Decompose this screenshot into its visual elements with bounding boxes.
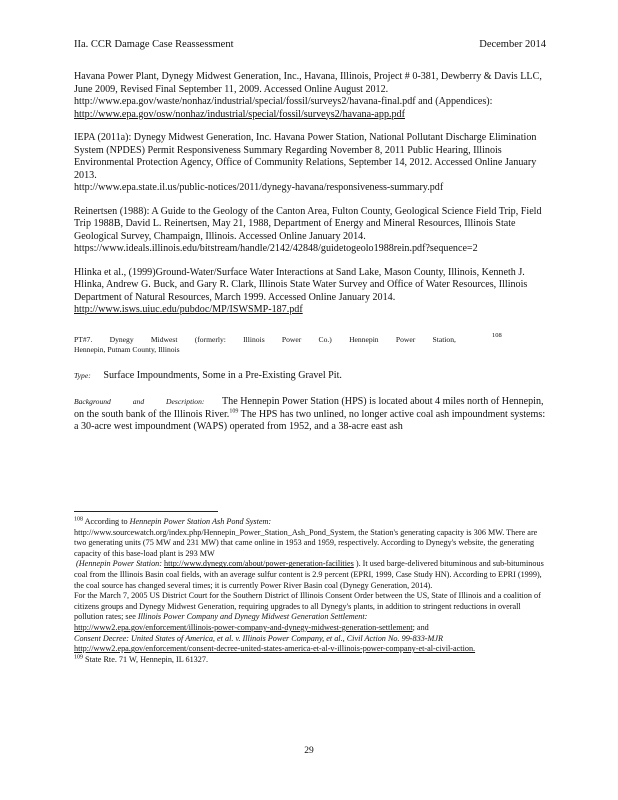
background-text-1: The Hennepin Power Station (HPS) is located about 4 miles north of Hennepin, on the south bank of the Illinois River.	[74, 396, 544, 420]
pt-heading-word: Power	[395, 334, 416, 344]
reference-url-line	[74, 96, 549, 109]
footnote-108	[74, 517, 546, 528]
reference-text: IEPA (2011a): Dynegy Midwest Generation, Inc. Havana Power Station, National Pollutant Discharge Elimination System (NPDES) Permit Responsiveness Summary Regarding November 8, 2011 Public Hearing, Illinois Environmental Protection Agency, Office of Community Relations, September 14, 2012. Accessed Online January 2013.	[74, 132, 537, 181]
header-date: December 2014	[479, 39, 546, 50]
footnote-link[interactable]: http://www2.epa.gov/enforcement/consent-decree-united-states-america-et-al-v-illinois-power-company-et-al-civil-action.	[74, 644, 476, 654]
footnote-link[interactable]: http://www2.epa.gov/enforcement/illinois-power-company-and-dynegy-midwest-generation-settlement	[74, 622, 413, 632]
footnote-text: ; and	[412, 622, 429, 632]
footnote-text: For the March 7, 2005 US District Court for the Southern District of Illinois Consent Order between the US, State of Illinois and a coalition of citizens groups and Dynegy Midwest Generation, requiring upgrades to all Dynegy's plants, in addition to stringent reductions in overall pollution rates; see	[74, 591, 541, 622]
type-line	[74, 370, 549, 383]
reference-link[interactable]: http://www.isws.uiuc.edu/pubdoc/MP/ISWSMP-187.pdf	[74, 304, 303, 315]
reference-text: Hlinka et al., (1999)Ground-Water/Surface Water Interactions at Sand Lake, Mason County, Illinois, Kenneth J. Hlinka, Andrew G. Buck, and Gary R. Clark, Illinois State Water Survey and Office of Water Resources, Illinois Department of Natural Resources, March 1999. Accessed Online January 2014.	[74, 266, 528, 303]
background-text-2: The HPS has two unlined, no longer active coal ash impoundment systems: a 30-acre west impoundment (WAPS) operated from 1952, and a 38-acre east ash	[74, 408, 546, 432]
background-label: Background and Description:	[74, 397, 205, 406]
main-text	[74, 71, 549, 434]
pt-heading-word: Power	[281, 334, 302, 344]
reference-hlinka	[74, 267, 549, 317]
footnotes	[74, 517, 546, 665]
footnote-number: 108	[74, 516, 83, 523]
reference-reinertsen	[74, 206, 549, 256]
pt-heading-word: PT#7.	[74, 334, 93, 344]
footnote-text: Illinois Power Company and Dynegy Midwest Generation Settlement:	[137, 612, 368, 622]
footnote-line	[74, 591, 546, 623]
pt-heading-word: (formerly:	[194, 334, 226, 344]
type-text: Surface Impoundments, Some in a Pre-Existing Gravel Pit.	[103, 369, 342, 381]
footnote-text: State Rte. 71 W, Hennepin, IL 61327.	[83, 654, 208, 664]
footnote-109	[74, 655, 546, 666]
footnote-text: According to	[83, 517, 130, 526]
footnote-line	[74, 623, 546, 634]
pt-heading-line	[74, 335, 456, 345]
footnote-number: 109	[74, 653, 83, 660]
pt-heading-word: Station,	[432, 334, 456, 344]
reference-iepa	[74, 132, 549, 195]
pt-heading-word: Hennepin	[349, 334, 379, 344]
header-section-title: IIa. CCR Damage Case Reassessment	[74, 39, 234, 50]
footnote-ref-109[interactable]: 109	[229, 408, 239, 415]
pt-heading-word: Co.)	[318, 334, 332, 344]
footnote-line	[74, 559, 546, 591]
reference-url-line	[74, 109, 549, 122]
footnote-text: (Hennepin Power Station:	[76, 559, 162, 569]
footnote-link[interactable]: http://www.dynegy.com/about/power-generation-facilities	[164, 559, 354, 569]
footnote-text: Hennepin Power Station Ash Pond System:	[129, 517, 272, 526]
footnote-text: ). It used barge-delivered bituminous and sub-bituminous coal from the Illinois Basin coal fields, with an average sulfur content is 2.9 percent (EPRI, 1999, Case Study HN). According to EPRI (1999), the coal source has changed several times; it is currently Power River Basin coal (Dynegy Generation, 2014).	[74, 559, 544, 590]
footnote-text: http://www.sourcewatch.org/index.php/Hennepin_Power_Station_Ash_Pond_System, the Station's generating capacity is 306 MW. There are two generating units (75 MW and 231 MW) that came online in 1953 and 1959, respectively. According to Dynegy's website, the generating capacity of this base-load plant is 293 MW	[74, 527, 538, 558]
reference-link[interactable]: https://www.ideals.illinois.edu/bitstream/handle/2142/42848/guidetogeolo1988rein.pdf?sequence=2	[74, 243, 478, 254]
reference-text: Havana Power Plant, Dynegy Midwest Generation, Inc., Havana, Illinois, Project # 0-381, Dewberry & Davis LLC, June 2009, Revised Final September 11, 2009. Accessed Online August 2012.	[74, 71, 542, 95]
reference-link[interactable]: http://www.epa.gov/waste/nonhaz/industrial/special/fossil/surveys2/havana-final.pdf	[74, 96, 416, 107]
reference-link[interactable]: http://www.epa.state.il.us/public-notices/2011/dynegy-havana/responsiveness-summary.pdf	[74, 182, 444, 193]
footnote-text: Consent Decree: United States of America, et al. v. Illinois Power Company, et al., Civil Action No. 99-833-MJR	[74, 633, 443, 643]
reference-havana	[74, 71, 549, 121]
reference-and-text: and (Appendices):	[418, 96, 493, 107]
footnote-ref-108[interactable]: 108	[492, 331, 502, 339]
pt-heading-word: Midwest	[150, 334, 178, 344]
reference-link[interactable]: http://www.epa.gov/osw/nonhaz/industrial/special/fossil/surveys2/havana-app.pdf	[74, 108, 405, 120]
pt-heading-location: Hennepin, Putnam County, Illinois	[74, 344, 180, 354]
pt-heading-word: Illinois	[243, 334, 265, 344]
reference-text: Reinertsen (1988): A Guide to the Geology of the Canton Area, Fulton County, Geological Science Field Trip, Field Trip 1988B, David L. Reinertsen, May 21, 1988, Department of Energy and Mineral Resources, Illinois State Geological Survey, Champaign, Illinois. Accessed Online January 2014.	[74, 205, 542, 242]
page-number: 29	[304, 746, 314, 756]
pt-heading	[74, 331, 549, 355]
footnote-separator	[74, 511, 218, 512]
pt-heading-word: Dynegy	[109, 334, 134, 344]
type-label: Type:	[74, 370, 91, 380]
page-header	[74, 39, 546, 53]
background-paragraph	[74, 396, 549, 434]
